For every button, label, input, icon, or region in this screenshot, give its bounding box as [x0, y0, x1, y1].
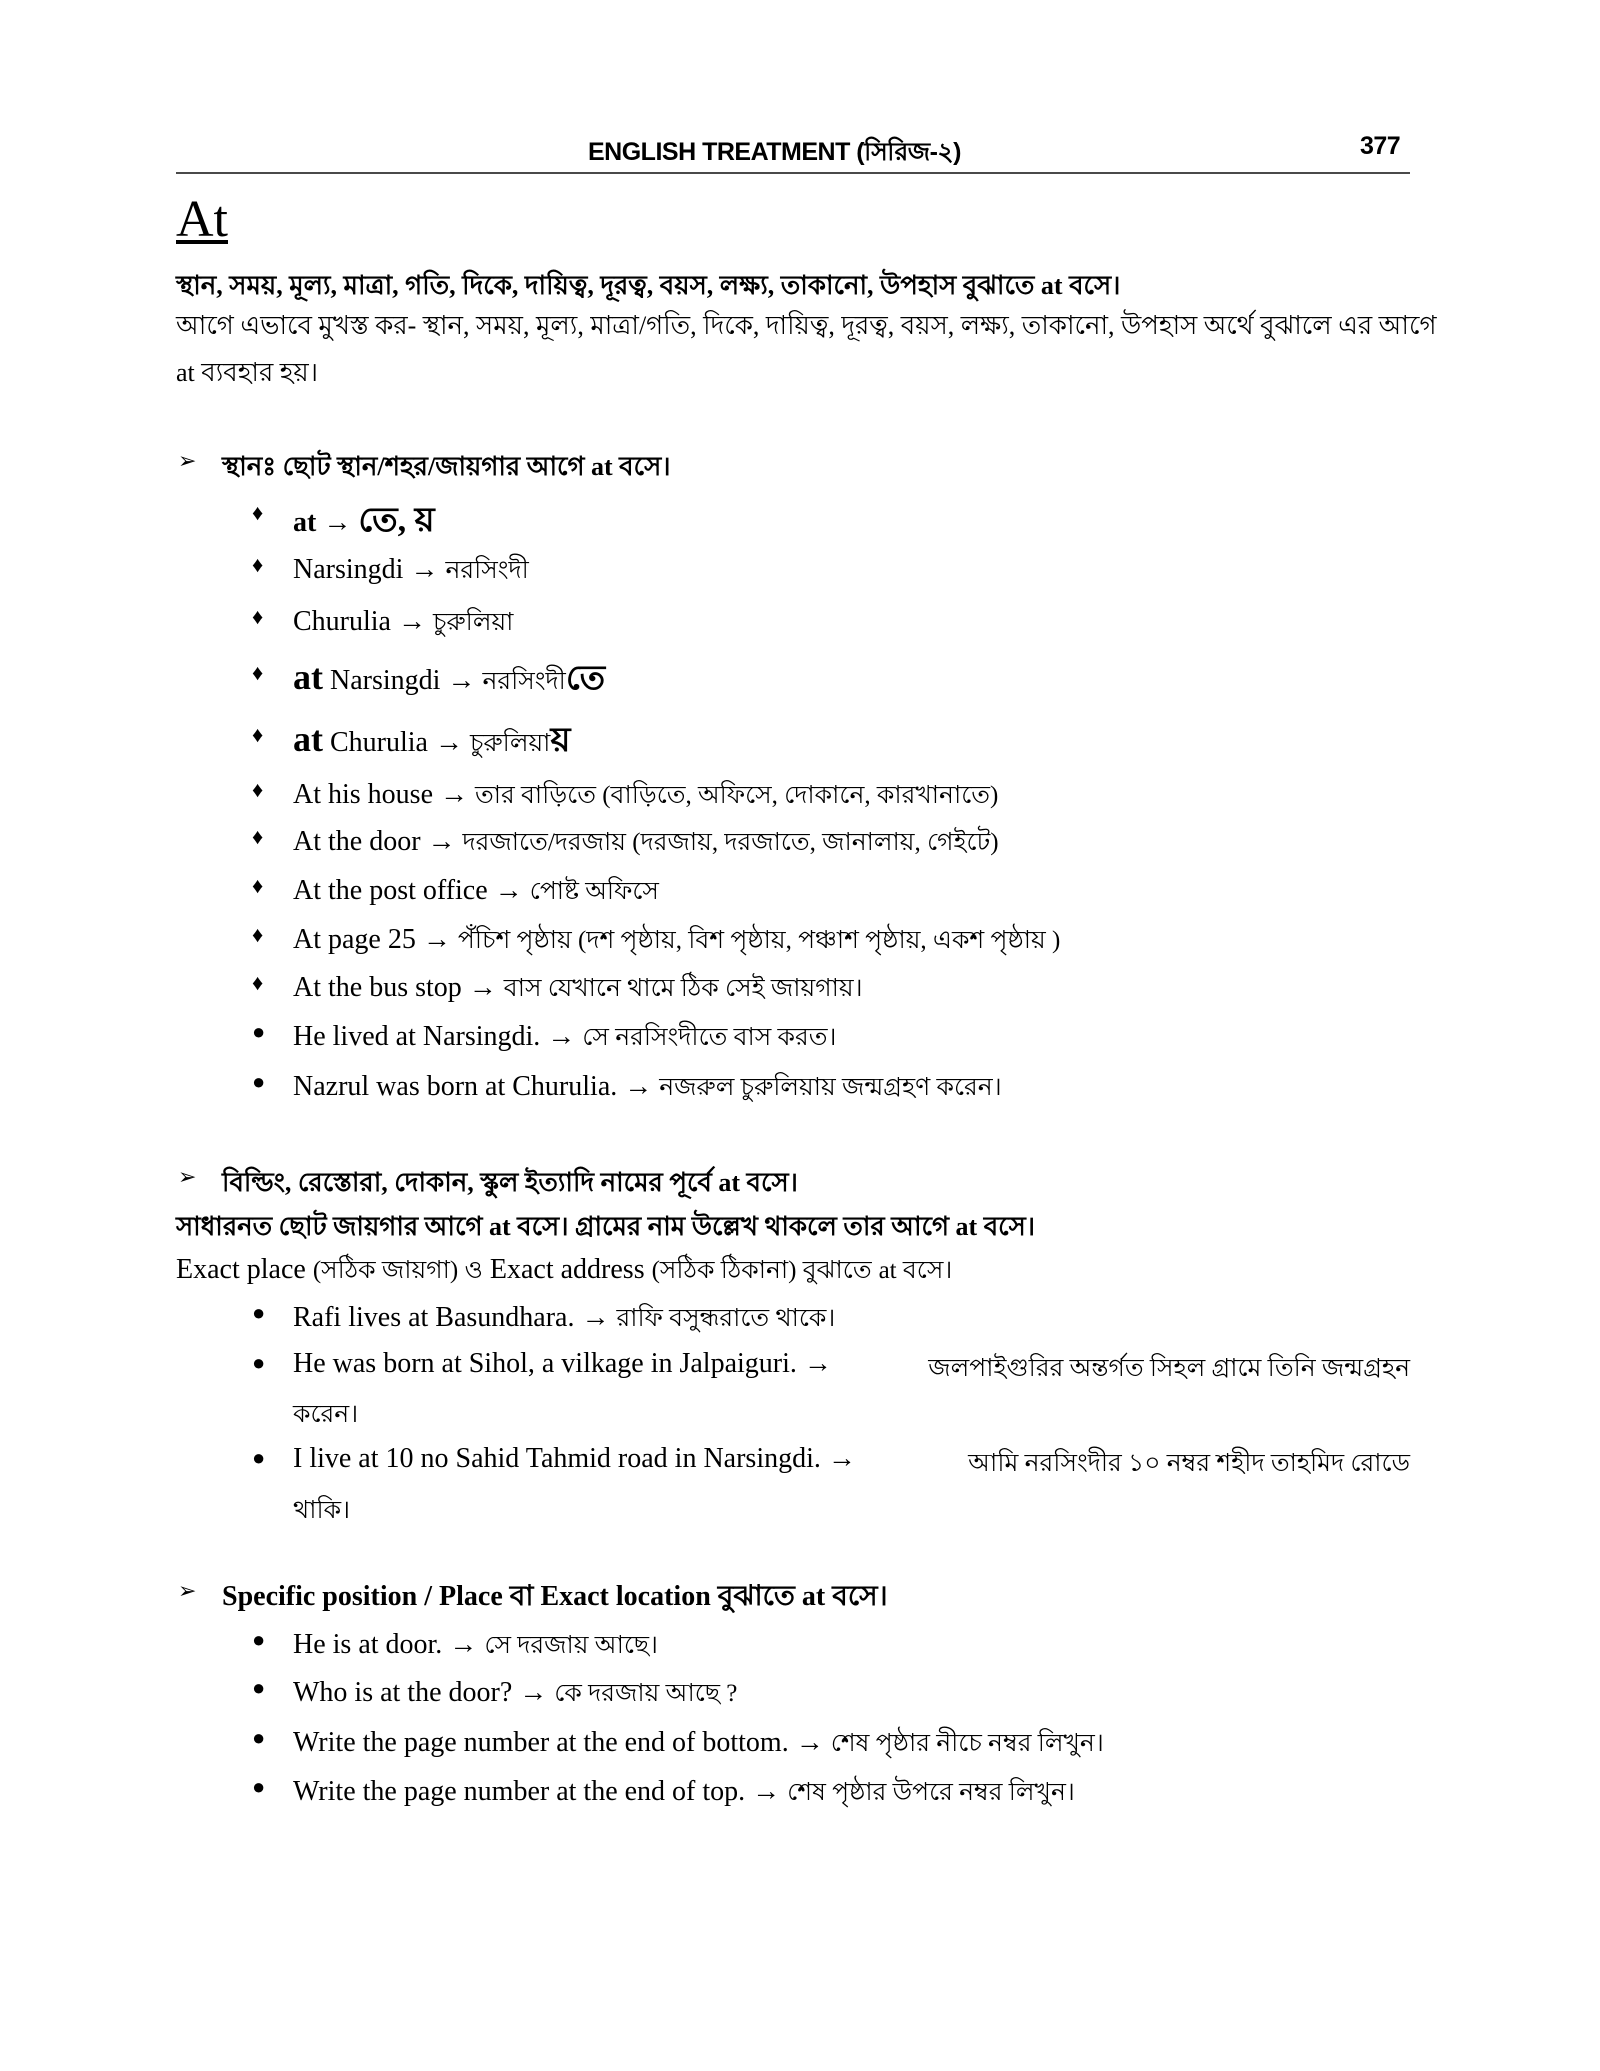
- item-bn: নরসিংদী: [482, 668, 566, 695]
- list-item: [293, 1443, 1410, 1486]
- item-bn: তার বাড়িতে (বাড়িতে, অফিসে, দোকানে, কারখানাতে): [475, 782, 999, 809]
- list-item: [293, 714, 570, 771]
- round-bullet-icon: ●: [252, 1627, 266, 1652]
- diamond-bullet-icon: ♦: [252, 500, 264, 525]
- item-en: Churulia →: [330, 727, 463, 758]
- diamond-bullet-icon: ♦: [252, 922, 264, 947]
- round-bullet-icon: ●: [252, 1445, 266, 1470]
- diamond-bullet-icon: ♦: [252, 604, 264, 629]
- item-en: At the door →: [293, 826, 456, 857]
- diamond-bullet-icon: ♦: [252, 552, 264, 577]
- arrowhead-bullet-icon: ➢: [178, 448, 197, 473]
- item-bn-continued: থাকি।: [293, 1497, 351, 1524]
- round-bullet-icon: ●: [252, 1350, 266, 1375]
- item-bn: নরসিংদী: [445, 557, 529, 584]
- line-end: at বসে।: [878, 1257, 953, 1284]
- item-bn: চুরুলিয়া: [433, 609, 514, 636]
- section2-line-1: সাধারনত ছোট জায়গার আগে at বসে। গ্রামের নাম উল্লেখ থাকলে তার আগে at বসে।: [176, 1212, 1036, 1241]
- item-en: at →: [293, 507, 352, 538]
- list-item: [293, 652, 605, 709]
- item-bn-suffix: য়: [550, 722, 571, 759]
- diamond-bullet-icon: ♦: [252, 660, 264, 685]
- list-item: [293, 550, 529, 593]
- running-header-title: ENGLISH TREATMENT (সিরিজ-২): [588, 138, 961, 166]
- item-at: at: [293, 657, 323, 697]
- item-bn: চুরুলিয়া: [470, 730, 551, 757]
- list-item: [293, 871, 659, 914]
- item-en: At page 25 →: [293, 924, 451, 955]
- section3-heading: Specific position / Place বা Exact location বুঝাতে at বসে।: [222, 1581, 888, 1612]
- item-en: I live at 10 no Sahid Tahmid road in Narsingdi. →: [293, 1443, 856, 1474]
- item-en: Churulia →: [293, 606, 426, 637]
- item-en: Narsingdi →: [293, 554, 439, 585]
- intro-line-3: at ব্যবহার হয়।: [176, 358, 319, 387]
- item-en: Who is at the door? →: [293, 1677, 548, 1708]
- item-bn: শেষ পৃষ্ঠার নীচে নম্বর লিখুন।: [830, 1730, 1104, 1757]
- item-bn: শেষ পৃষ্ঠার উপরে নম্বর লিখুন।: [787, 1779, 1075, 1806]
- exact-place-en: Exact place: [176, 1254, 306, 1285]
- item-bn: রাফি বসুন্ধরাতে থাকে।: [616, 1305, 836, 1332]
- item-bn: সে নরসিংদীতে বাস করত।: [582, 1024, 837, 1051]
- page-number: 377: [1360, 132, 1401, 160]
- item-en: At the bus stop →: [293, 972, 497, 1003]
- item-en: He lived at Narsingdi. →: [293, 1021, 576, 1052]
- list-item: [293, 1067, 1002, 1110]
- list-item: [293, 602, 513, 645]
- exact-address-en: Exact address: [489, 1254, 645, 1285]
- list-item: [293, 494, 435, 551]
- list-item: [293, 775, 998, 818]
- list-item: [293, 1298, 835, 1341]
- list-item: [293, 920, 1060, 963]
- arrowhead-bullet-icon: ➢: [178, 1578, 197, 1603]
- item-bn: বাস যেখানে থামে ঠিক সেই জায়গায়।: [503, 975, 863, 1002]
- item-en: At the post office →: [293, 875, 523, 906]
- item-en: Narsingdi →: [330, 665, 476, 696]
- item-en: At his house →: [293, 779, 468, 810]
- round-bullet-icon: ●: [252, 1069, 266, 1094]
- round-bullet-icon: ●: [252, 1725, 266, 1750]
- item-bn: তে, য়: [358, 502, 435, 539]
- section2-line-2: [176, 1250, 952, 1293]
- item-bn-continued: করেন।: [293, 1401, 359, 1428]
- list-item: [293, 968, 863, 1011]
- item-bn: দরজাতে/দরজায় (দরজায়, দরজাতে, জানালায়, গেইটে): [462, 829, 999, 856]
- item-en: He is at door. →: [293, 1629, 478, 1660]
- round-bullet-icon: ●: [252, 1300, 266, 1325]
- intro-line-2: আগে এভাবে মুখস্ত কর- স্থান, সময়, মূল্য, মাত্রা/গতি, দিকে, দায়িত্ব, দূরত্ব, বয়স, লক্ষ্য, তাকানো, উপহাস অর্থে বুঝালে এর আগে: [176, 311, 1437, 340]
- section2-heading: বিল্ডিং, রেস্তোরা, দোকান, স্কুল ইত্যাদি নামের পূর্বে at বসে।: [222, 1168, 798, 1197]
- list-item: [293, 1625, 658, 1668]
- diamond-bullet-icon: ♦: [252, 777, 264, 802]
- list-item: [293, 1723, 1104, 1766]
- item-at: at: [293, 719, 323, 759]
- list-item: [293, 1017, 837, 1060]
- exact-place-bn: (সঠিক জায়গা) ও: [312, 1257, 483, 1284]
- page-title: At: [176, 191, 228, 248]
- intro-line-1: স্থান, সময়, মূল্য, মাত্রা, গতি, দিকে, দায়িত্ব, দূরত্ব, বয়স, লক্ষ্য, তাকানো, উপহাস বুঝাতে at বসে।: [176, 271, 1121, 300]
- arrowhead-bullet-icon: ➢: [178, 1164, 197, 1189]
- header-rule: [176, 172, 1410, 174]
- list-item: [293, 822, 999, 865]
- list-item: [293, 1673, 737, 1716]
- diamond-bullet-icon: ♦: [252, 970, 264, 995]
- diamond-bullet-icon: ♦: [252, 873, 264, 898]
- item-bn: পঁচিশ পৃষ্ঠায় (দশ পৃষ্ঠায়, বিশ পৃষ্ঠায়, পঞ্চাশ পৃষ্ঠায়, একশ পৃষ্ঠায় ): [457, 927, 1061, 954]
- item-bn: কে দরজায় আছে ?: [554, 1680, 738, 1707]
- section1-heading: স্থানঃ ছোট স্থান/শহর/জায়গার আগে at বসে।: [222, 452, 671, 481]
- diamond-bullet-icon: ♦: [252, 722, 264, 747]
- item-en: Write the page number at the end of top. →: [293, 1776, 781, 1807]
- item-bn: নজরুল চুরুলিয়ায় জন্মগ্রহণ করেন।: [659, 1074, 1002, 1101]
- item-bn: আমি নরসিংদীর ১০ নম্বর শহীদ তাহমিদ রোডে: [968, 1450, 1410, 1477]
- item-bn-suffix: তে: [565, 660, 606, 697]
- item-en: Nazrul was born at Churulia. →: [293, 1071, 653, 1102]
- item-en: Write the page number at the end of bottom. →: [293, 1727, 824, 1758]
- item-en: Rafi lives at Basundhara. →: [293, 1302, 610, 1333]
- round-bullet-icon: ●: [252, 1675, 266, 1700]
- item-bn: সে দরজায় আছে।: [484, 1632, 658, 1659]
- item-bn: জলপাইগুরির অন্তর্গত সিহল গ্রামে তিনি জন্মগ্রহন: [928, 1355, 1410, 1382]
- round-bullet-icon: ●: [252, 1019, 266, 1044]
- diamond-bullet-icon: ♦: [252, 824, 264, 849]
- item-en: He was born at Sihol, a vilkage in Jalpaiguri. →: [293, 1348, 832, 1379]
- list-item: [293, 1772, 1075, 1815]
- list-item: [293, 1348, 1410, 1391]
- round-bullet-icon: ●: [252, 1774, 266, 1799]
- exact-address-bn: (সঠিক ঠিকানা) বুঝাতে: [651, 1257, 872, 1284]
- item-bn: পোষ্ট অফিসে: [529, 878, 659, 905]
